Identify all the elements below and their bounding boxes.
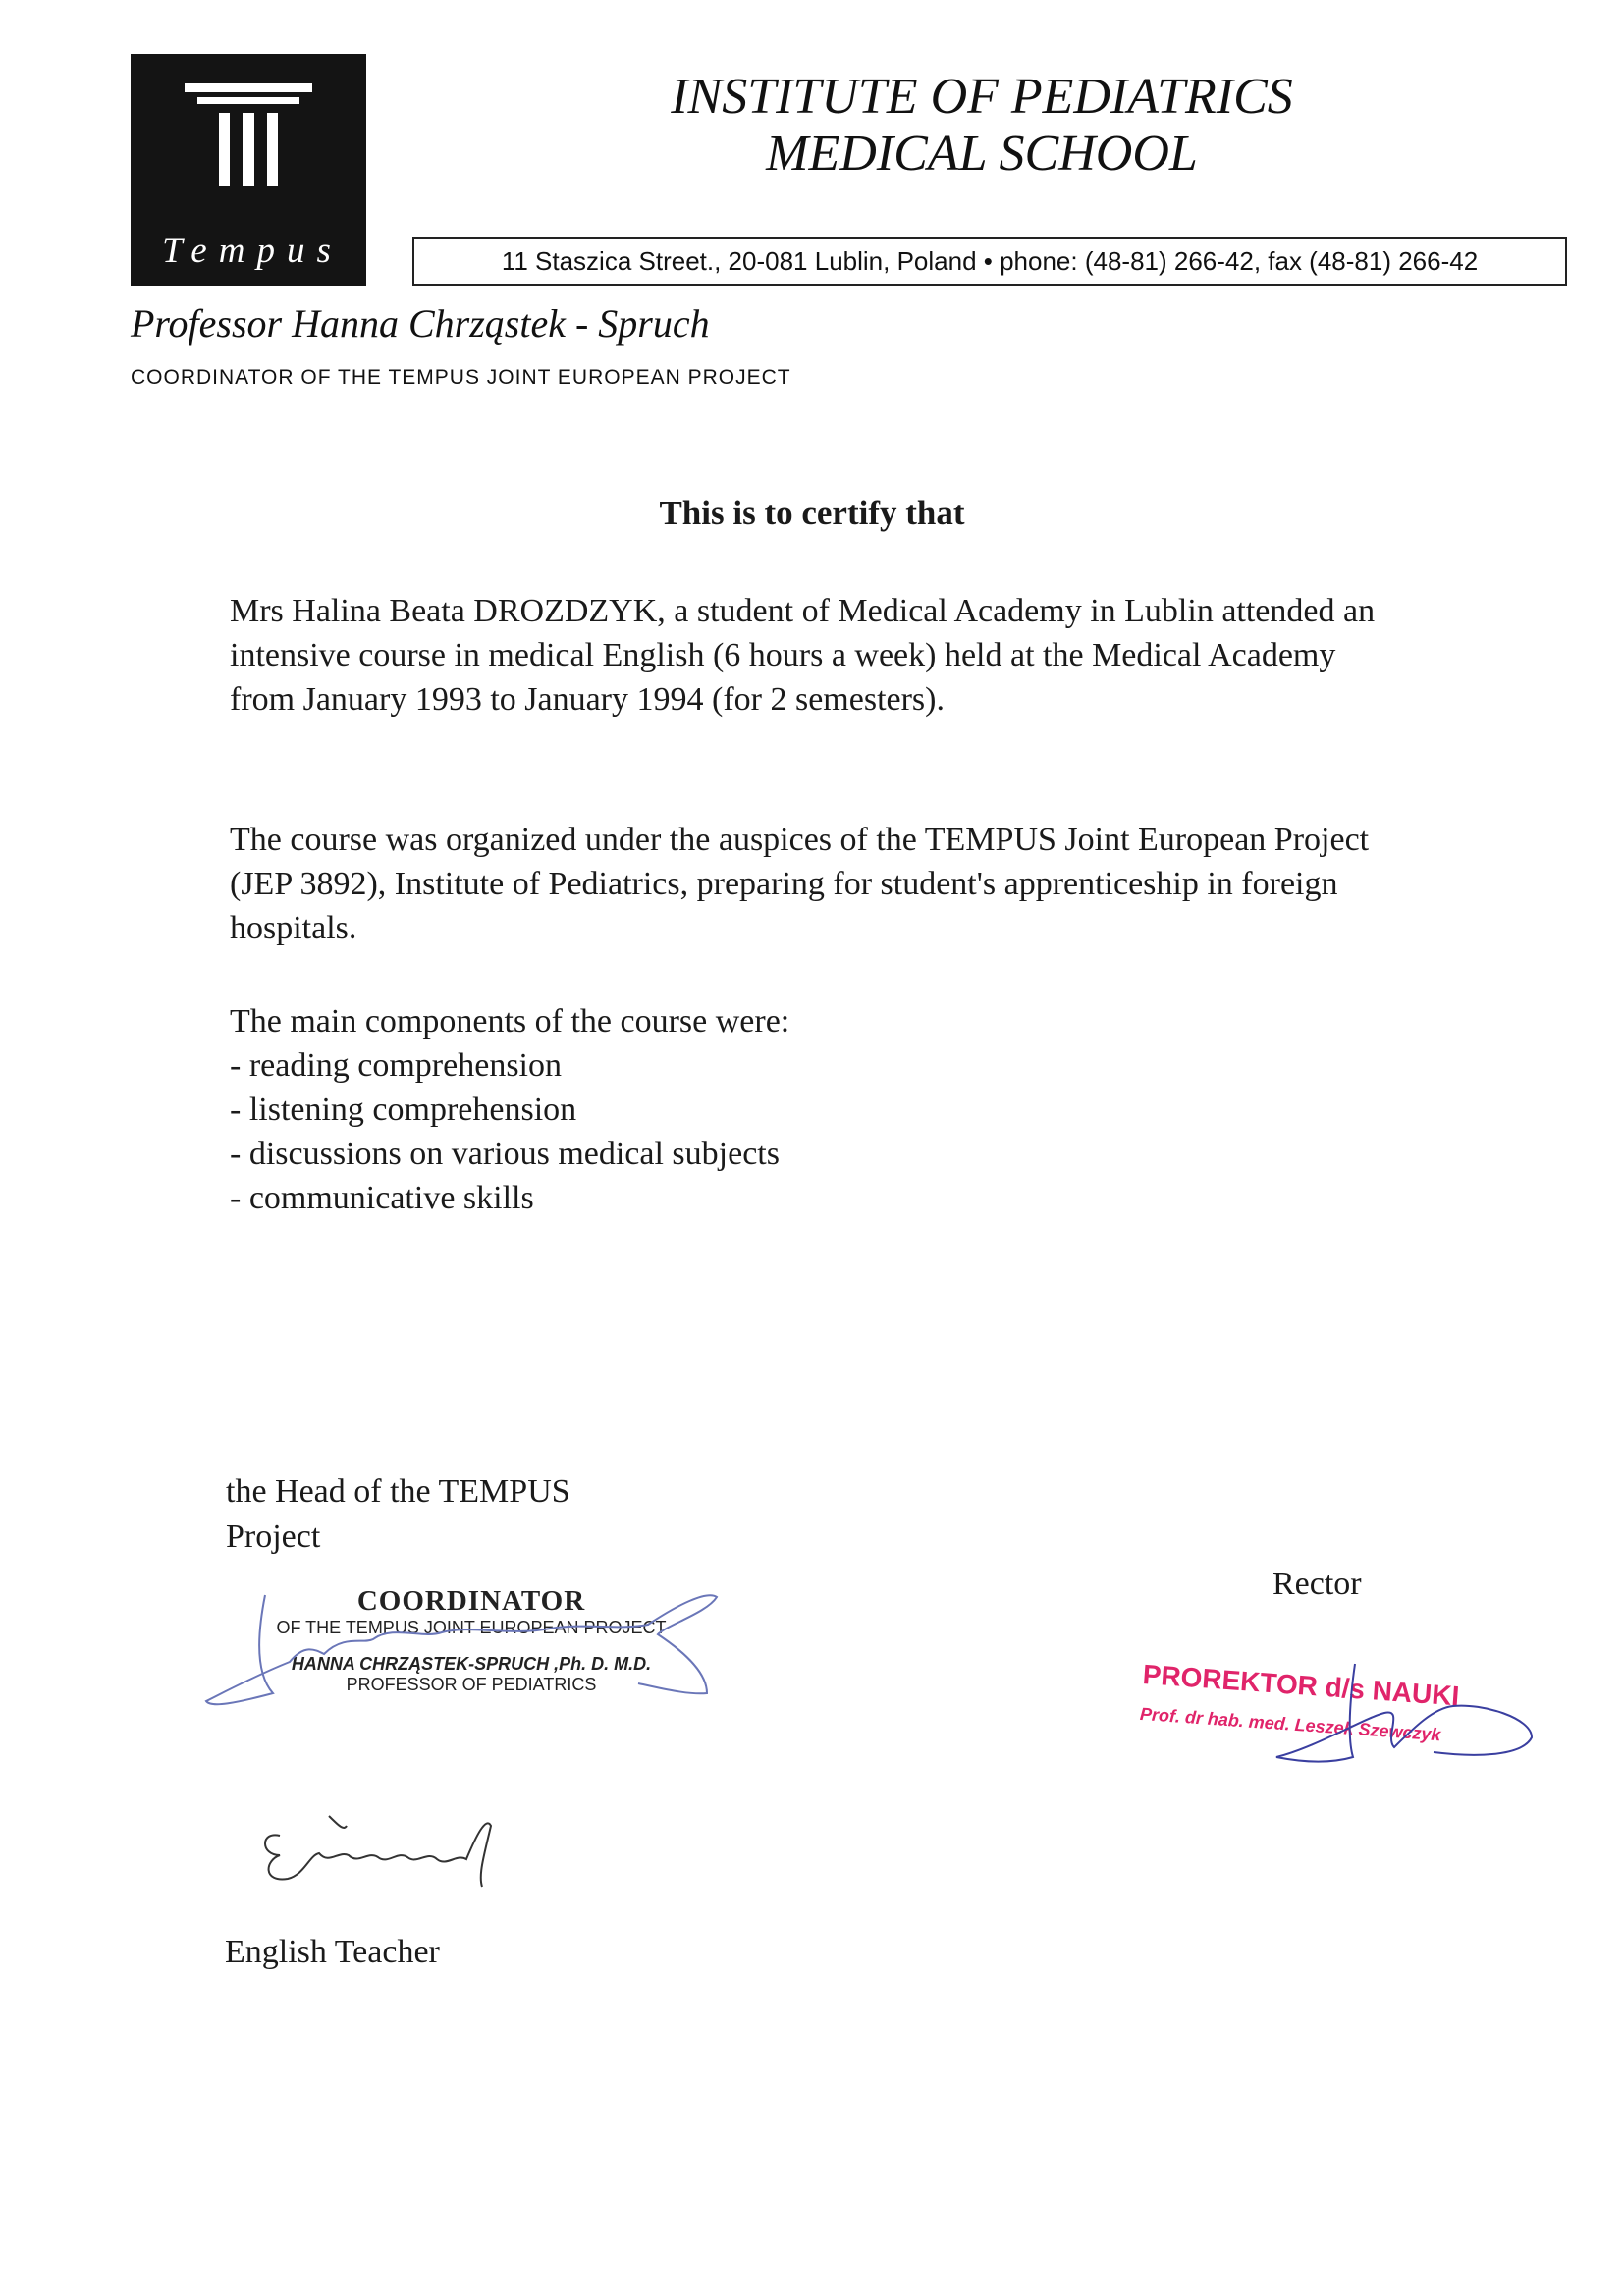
list-item: - communicative skills bbox=[230, 1180, 534, 1216]
address-text: 11 Staszica Street., 20-081 Lublin, Poland • phone: (48-81) 266-42, fax (48-81) 266-42 bbox=[501, 245, 1479, 276]
professor-role: COORDINATOR OF THE TEMPUS JOINT EUROPEAN PROJECT bbox=[131, 366, 791, 389]
paragraph-organization: The course was organized under the auspices of the TEMPUS Joint European Project (JEP 3892), Institute of Pediatrics, preparing for student's apprenticeship in foreign hospitals. bbox=[230, 822, 1370, 946]
paragraph-attendance: Mrs Halina Beata DROZDZYK, a student of Medical Academy in Lublin attended an intensive course in medical English (6 hours a week) held at the Medical Academy from January 1993 to January 1994 (for 2 semesters). bbox=[230, 593, 1376, 718]
tempus-logo bbox=[131, 54, 366, 286]
components-intro: The main components of the course were: bbox=[230, 1003, 790, 1040]
english-teacher-label: English Teacher bbox=[225, 1934, 440, 1970]
stamp-line2: OF THE TEMPUS JOINT EUROPEAN PROJECT bbox=[276, 1618, 667, 1637]
logo-word: Tempus bbox=[162, 231, 343, 271]
head-label-line1: the Head of the TEMPUS bbox=[226, 1473, 570, 1510]
components-section bbox=[230, 999, 1388, 1220]
stamp-line4: PROFESSOR OF PEDIATRICS bbox=[346, 1675, 597, 1694]
professor-name: Professor Hanna Chrząstek - Spruch bbox=[131, 301, 710, 346]
institute-title bbox=[589, 69, 1375, 183]
rector-stamp-line1: PROREKTOR d/s NAUKI bbox=[1141, 1659, 1461, 1712]
rector-signature bbox=[1237, 1659, 1551, 1796]
components-list bbox=[230, 1043, 1388, 1220]
list-item: - listening comprehension bbox=[230, 1092, 577, 1128]
institute-title-line2: MEDICAL SCHOOL bbox=[766, 126, 1198, 182]
certificate-heading: This is to certify that bbox=[659, 494, 965, 532]
stamp-line1: COORDINATOR bbox=[356, 1585, 586, 1617]
teacher-signature bbox=[250, 1796, 545, 1904]
institute-title-line1: INSTITUTE OF PEDIATRICS bbox=[671, 69, 1293, 125]
rector-label: Rector bbox=[1272, 1566, 1362, 1602]
head-label-line2: Project bbox=[226, 1519, 321, 1555]
list-item: - discussions on various medical subjects bbox=[230, 1136, 780, 1172]
stamp-line3: HANNA CHRZĄSTEK-SPRUCH ,Ph. D. M.D. bbox=[291, 1654, 652, 1674]
head-of-project-label bbox=[226, 1469, 697, 1560]
address-box bbox=[412, 237, 1567, 286]
rector-stamp-line2: Prof. dr hab. med. Leszek Szewczyk bbox=[1139, 1703, 1442, 1745]
list-item: - reading comprehension bbox=[230, 1047, 562, 1084]
coordinator-signature bbox=[196, 1585, 746, 1723]
